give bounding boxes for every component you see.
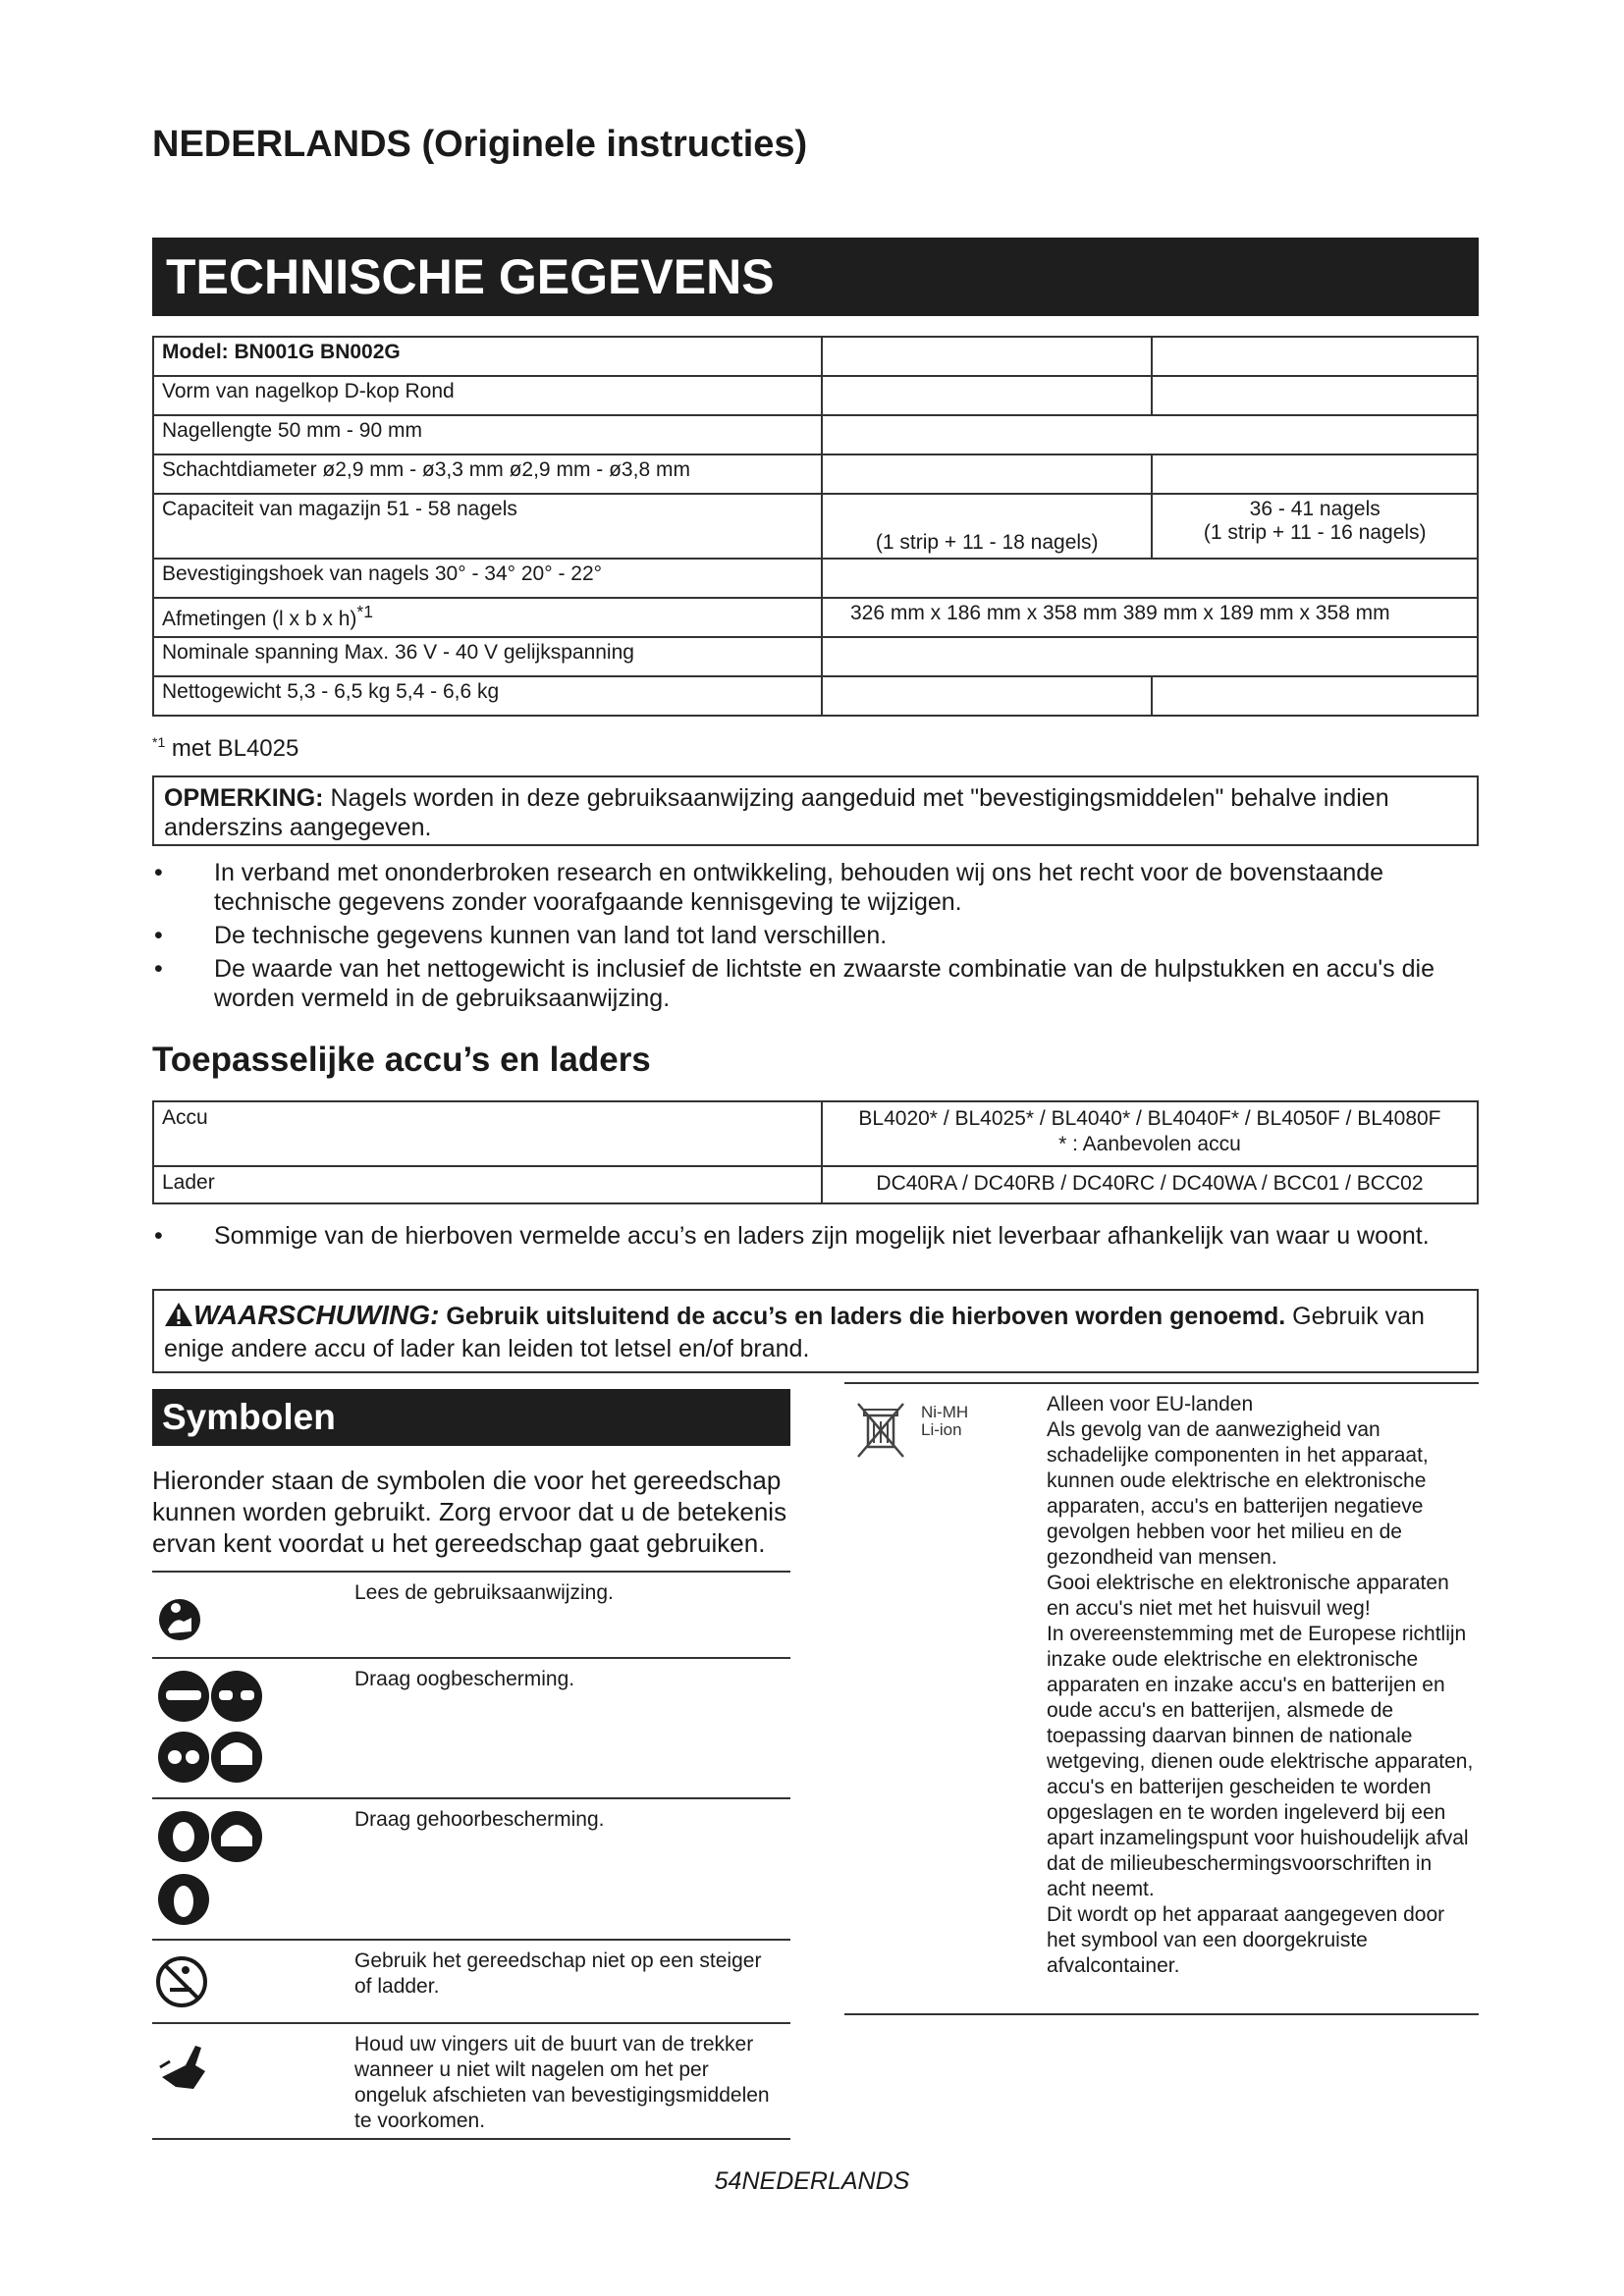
page-footer: 54NEDERLANDS xyxy=(714,2167,910,2195)
table-row xyxy=(153,1166,1478,1203)
batteries-table xyxy=(152,1100,1479,1204)
eu-disposal-text xyxy=(1047,1392,1475,1979)
battery-type-label xyxy=(921,1404,968,1439)
accu-note: * : Aanbevolen accu xyxy=(1058,1133,1241,1155)
footnote-ref: *1 xyxy=(356,602,373,621)
warning-bold-text: Gebruik uitsluitend de accu’s en laders die hierboven worden genoemd. xyxy=(446,1303,1286,1330)
footnote-mark: *1 xyxy=(152,734,166,750)
eu-paragraph: In overeenstemming met de Europese richtlijn inzake oude elektrische en elektronische apparaten en inzake accu's en batterijen en oude accu's en batterijen, alsmede de toepassing daarvan binnen de nationale wetgeving, dienen oude elektrische apparaten, accu's en batterijen gescheiden te worden opgeslagen en te worden ingeleverd bij een apart inzamelingspunt voor huishoudelijk afval dat de milieubeschermingsvoorschriften in acht neemt. xyxy=(1047,1623,1474,1900)
table-row xyxy=(153,454,1478,494)
spec-value xyxy=(1152,494,1478,559)
table-row xyxy=(153,559,1478,598)
page-language-title: NEDERLANDS (Originele instructies) xyxy=(152,124,808,165)
symbols-table xyxy=(152,1571,790,2140)
symbol-row xyxy=(152,1571,790,1657)
warning-title: WAARSCHUWING: xyxy=(193,1300,440,1330)
symbol-row xyxy=(152,1939,790,2022)
spec-value xyxy=(822,415,1478,454)
warning-text: Gebruik van enige andere accu of lader kan leiden tot letsel en/of brand. xyxy=(164,1303,1425,1362)
spec-bullet-list xyxy=(152,858,1479,1017)
spec-value xyxy=(822,637,1478,676)
table-row xyxy=(153,676,1478,716)
note-text: Nagels worden in deze gebruiksaanwijzing aangeduid met "bevestigingsmiddelen" behalve indien anderszins aangegeven. xyxy=(164,784,1389,841)
battery-type-liion: Li-ion xyxy=(921,1420,962,1439)
batteries-bullet-list xyxy=(152,1221,1479,1251)
symbols-intro: Hieronder staan de symbolen die voor het gereedschap kunnen worden gebruikt. Zorg ervoor dat u de betekenis ervan kent voordat u het gereedschap gaat gebruiken. xyxy=(152,1466,787,1558)
table-row xyxy=(153,1101,1478,1166)
warning-box xyxy=(152,1289,1479,1373)
finger-trigger-icon xyxy=(156,2032,225,2101)
table-row xyxy=(153,637,1478,676)
footnote-text: met BL4025 xyxy=(171,735,299,762)
spec-label xyxy=(153,598,822,637)
spec-label: Nettogewicht 5,3 - 6,5 kg 5,4 - 6,6 kg xyxy=(153,676,822,716)
eu-title: Alleen voor EU-landen xyxy=(1047,1393,1254,1415)
symbol-row xyxy=(152,1797,790,1939)
table-row xyxy=(153,376,1478,415)
list-item: • De waarde van het nettogewicht is inclusief de lichtste en zwaarste combinatie van de hulpstukken en accu's die worden vermeld in de gebruiksaanwijzing. xyxy=(152,954,1479,1013)
lader-value: DC40RA / DC40RB / DC40RC / DC40WA / BCC01 / BCC02 xyxy=(822,1166,1478,1203)
symbol-row xyxy=(152,2022,790,2140)
spec-value-line: (1 strip + 11 - 16 nagels) xyxy=(1203,521,1427,544)
spec-value xyxy=(822,676,1152,716)
spec-value: 326 mm x 186 mm x 358 mm 389 mm x 189 mm x 358 mm xyxy=(822,598,1478,637)
spec-value xyxy=(822,376,1152,415)
spec-label: Model: BN001G BN002G xyxy=(153,337,822,376)
eu-paragraph: Dit wordt op het apparaat aangegeven door het symbool van een doorgekruiste afvalcontainer. xyxy=(1047,1903,1445,1977)
symbol-row xyxy=(152,1657,790,1797)
spec-value xyxy=(1152,454,1478,494)
spec-label: Capaciteit van magazijn 51 - 58 nagels xyxy=(153,494,822,559)
spec-value xyxy=(1152,676,1478,716)
no-scaffold-icon xyxy=(156,1949,225,2017)
spec-value: (1 strip + 11 - 18 nagels) xyxy=(822,494,1152,559)
spec-label: Schachtdiameter ø2,9 mm - ø3,3 mm ø2,9 mm - ø3,8 mm xyxy=(153,454,822,494)
spec-label: Bevestigingshoek van nagels 30° - 34° 20° - 22° xyxy=(153,559,822,598)
footnote xyxy=(152,734,298,763)
table-row xyxy=(153,598,1478,637)
spec-value-line: 36 - 41 nagels xyxy=(1249,498,1380,520)
read-manual-icon xyxy=(156,1580,225,1649)
crossed-bin-icon xyxy=(852,1400,911,1465)
table-row xyxy=(153,415,1478,454)
eu-disposal-box xyxy=(844,1382,1479,2015)
list-item: • Sommige van de hierboven vermelde accu’s en laders zijn mogelijk niet leverbaar afhankelijk van waar u woont. xyxy=(152,1221,1479,1251)
list-item: • De technische gegevens kunnen van land tot land verschillen. xyxy=(152,921,1479,950)
spec-label: Nominale spanning Max. 36 V - 40 V gelijkspanning xyxy=(153,637,822,676)
ear-protection-icon xyxy=(156,1807,294,1937)
symbols-banner: Symbolen xyxy=(152,1389,790,1446)
lader-label: Lader xyxy=(153,1166,822,1203)
batteries-heading: Toepasselijke accu’s en laders xyxy=(152,1041,651,1079)
spec-value xyxy=(1152,376,1478,415)
symbol-text: Draag oogbescherming. xyxy=(354,1668,575,1690)
spec-label-text: Afmetingen (l x b x h) xyxy=(162,608,357,630)
spec-value xyxy=(822,337,1152,376)
spec-label: Vorm van nagelkop D-kop Rond xyxy=(153,376,822,415)
note-box xyxy=(152,775,1479,846)
note-label: OPMERKING: xyxy=(164,784,324,812)
accu-value xyxy=(822,1101,1478,1166)
symbol-text: Lees de gebruiksaanwijzing. xyxy=(354,1581,614,1604)
symbol-text: Draag gehoorbescherming. xyxy=(354,1808,605,1831)
list-item: • In verband met ononderbroken research en ontwikkeling, behouden wij ons het recht voor de bovenstaande technische gegevens zonder voorafgaande kennisgeving te wijzigen. xyxy=(152,858,1479,917)
accu-list: BL4020* / BL4025* / BL4040* / BL4040F* / BL4050F / BL4080F xyxy=(858,1107,1441,1130)
spec-value xyxy=(822,454,1152,494)
table-row xyxy=(153,337,1478,376)
eye-protection-icon xyxy=(156,1667,294,1794)
symbol-text: Gebruik het gereedschap niet op een steiger of ladder. xyxy=(354,1949,762,1998)
eu-paragraph: Als gevolg van de aanwezigheid van schadelijke componenten in het apparaat, kunnen oude elektrische en elektronische apparaten, accu's en batterijen negatieve gevolgen hebben voor het milieu en de gezondheid van mensen. xyxy=(1047,1418,1429,1569)
spec-value xyxy=(1152,337,1478,376)
symbol-text: Houd uw vingers uit de buurt van de trekker wanneer u niet wilt nagelen om het per ongeluk afschieten van bevestigingsmiddelen te voorkomen. xyxy=(354,2033,770,2132)
warning-triangle-icon xyxy=(164,1302,193,1327)
eu-paragraph: Gooi elektrische en elektronische apparaten en accu's niet met het huisvuil weg! xyxy=(1047,1572,1449,1620)
specs-table xyxy=(152,336,1479,717)
battery-type-nimh: Ni-MH xyxy=(921,1403,969,1421)
spec-label: Nagellengte 50 mm - 90 mm xyxy=(153,415,822,454)
table-row xyxy=(153,494,1478,559)
spec-value xyxy=(822,559,1478,598)
accu-label: Accu xyxy=(153,1101,822,1166)
specs-banner: TECHNISCHE GEGEVENS xyxy=(152,238,1479,316)
